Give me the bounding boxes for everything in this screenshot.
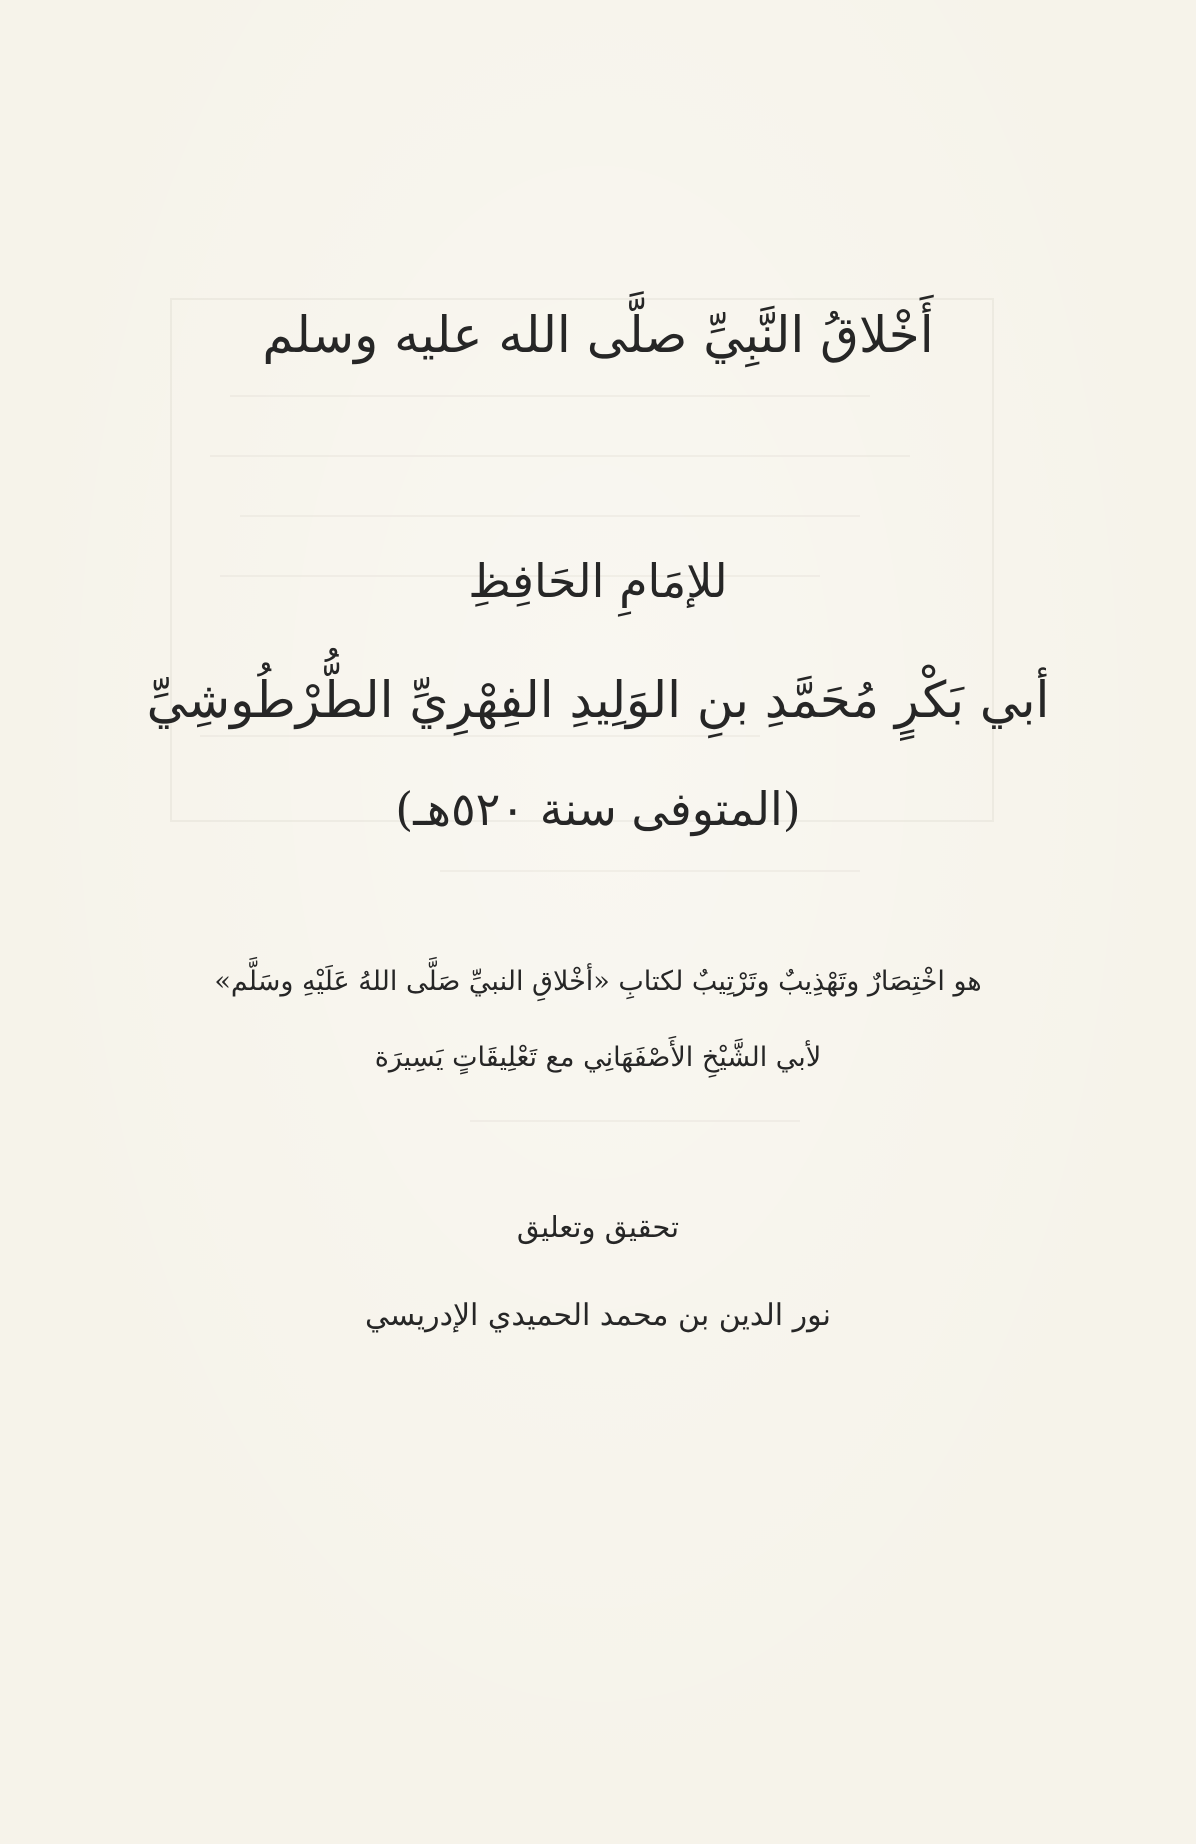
- book-title: أَخْلاقُ النَّبِيِّ صلَّى الله عليه وسلم: [262, 306, 934, 364]
- editor-name: نور الدين بن محمد الحميدي الإدريسي: [364, 1298, 831, 1333]
- author-name: أبي بَكْرٍ مُحَمَّدِ بنِ الوَلِيدِ الفِهْرِيِّ الطُّرْطُوشِيِّ: [146, 671, 1050, 729]
- description-line-1: هو اخْتِصَارٌ وتَهْذِيبٌ وتَرْتِيبٌ لكتابِ «أخْلاقِ النبيِّ صَلَّى اللهُ عَلَيْهِ وسَلَّم»: [214, 966, 982, 997]
- death-date: (المتوفى سنة ٥٢٠هـ): [395, 782, 801, 836]
- show-through-line: [240, 515, 860, 517]
- imam-label: للإمَامِ الحَافِظِ: [468, 554, 728, 608]
- show-through-line: [470, 1120, 800, 1122]
- editing-label: تحقيق وتعليق: [516, 1210, 680, 1244]
- description-line-2: لأبي الشَّيْخِ الأَصْفَهَانِي مع تَعْلِيقَاتٍ يَسِيرَة: [374, 1042, 822, 1073]
- show-through-line: [230, 395, 870, 397]
- show-through-line: [210, 455, 910, 457]
- show-through-line: [440, 870, 860, 872]
